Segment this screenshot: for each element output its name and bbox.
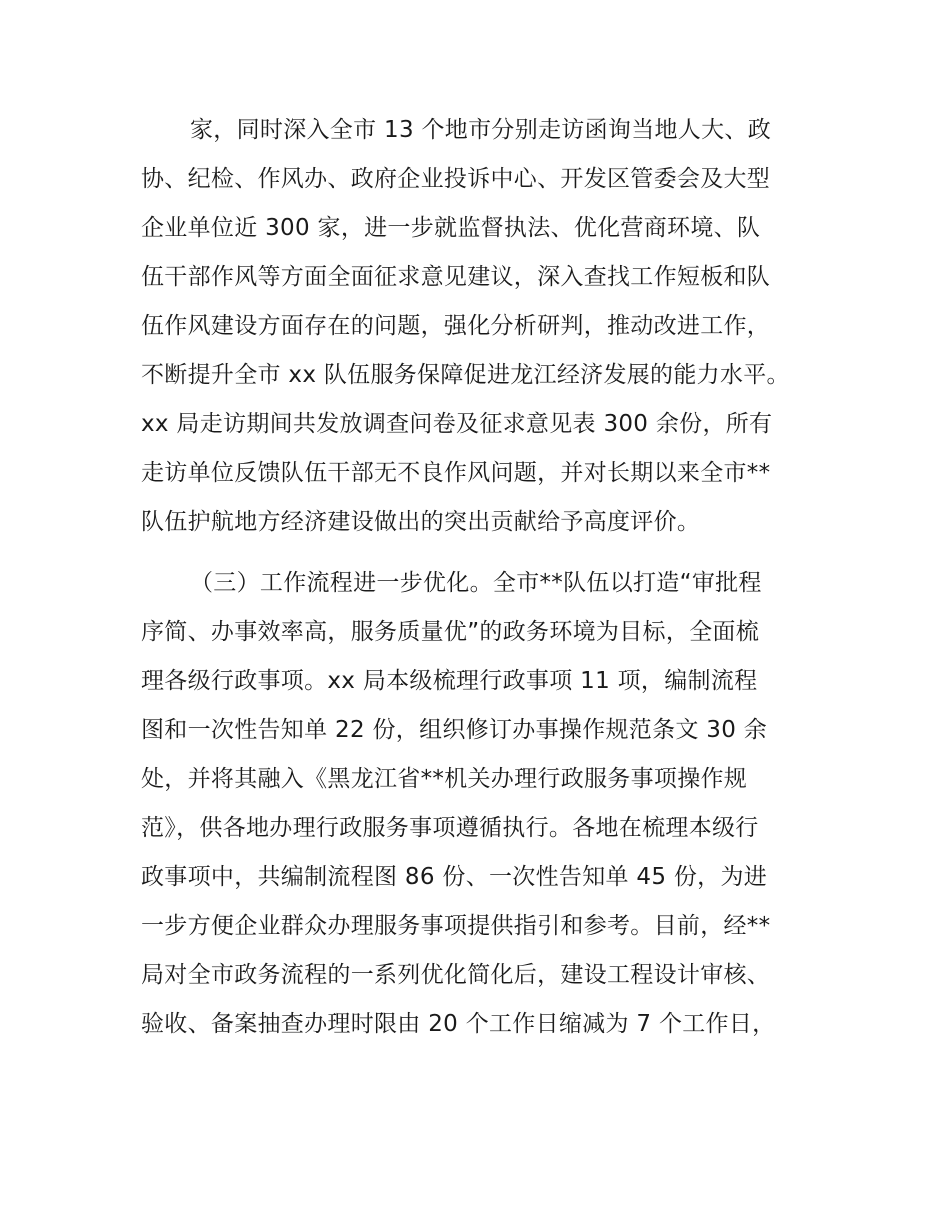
paragraph-1-line-8: 走访单位反馈队伍干部无不良作风问题，并对长期以来全市**: [141, 460, 771, 486]
paragraph-2-line-3: 理各级行政事项。xx 局本级梳理行政事项 11 项，编制流程: [141, 668, 758, 694]
paragraph-2-line-7: 政事项中，共编制流程图 86 份、一次性告知单 45 份，为进: [141, 864, 768, 890]
paragraph-1-line-9: 队伍护航地方经济建设做出的突出贡献给予高度评价。: [141, 509, 701, 535]
paragraph-1-line-4: 伍干部作风等方面全面征求意见建议，深入查找工作短板和队: [141, 264, 771, 290]
paragraph-1-line-3: 企业单位近 300 家，进一步就监督执法、优化营商环境、队: [141, 215, 761, 241]
paragraph-2-line-2: 序简、办事效率高，服务质量优”的政务环境为目标，全面梳: [141, 619, 760, 645]
paragraph-1-line-2: 协、纪检、作风办、政府企业投诉中心、开发区管委会及大型: [141, 166, 771, 192]
paragraph-1-line-5: 伍作风建设方面存在的问题，强化分析研判，推动改进工作，: [141, 313, 771, 339]
paragraph-1-line-7: xx 局走访期间共发放调查问卷及征求意见表 300 余份，所有: [141, 411, 773, 437]
paragraph-2-line-1: （三）工作流程进一步优化。全市**队伍以打造“审批程: [190, 570, 762, 596]
paragraph-2-line-10: 验收、备案抽查办理时限由 20 个工作日缩减为 7 个工作日，: [141, 1011, 776, 1037]
paragraph-2-line-6: 范》，供各地办理行政服务事项遵循执行。各地在梳理本级行: [141, 815, 759, 841]
paragraph-2-line-9: 局对全市政务流程的一系列优化简化后，建设工程设计审核、: [141, 962, 771, 988]
paragraph-1-line-6: 不断提升全市 xx 队伍服务保障促进龙江经济发展的能力水平。: [141, 362, 790, 388]
paragraph-2-line-8: 一步方便企业群众办理服务事项提供指引和参考。目前，经**: [141, 913, 771, 939]
paragraph-1-line-1: 家，同时深入全市 13 个地市分别走访函询当地人大、政: [190, 117, 771, 143]
paragraph-2-line-4: 图和一次性告知单 22 份，组织修订办事操作规范条文 30 余: [141, 717, 768, 743]
paragraph-2-line-5: 处，并将其融入《黑龙江省**机关办理行政服务事项操作规: [141, 766, 748, 792]
